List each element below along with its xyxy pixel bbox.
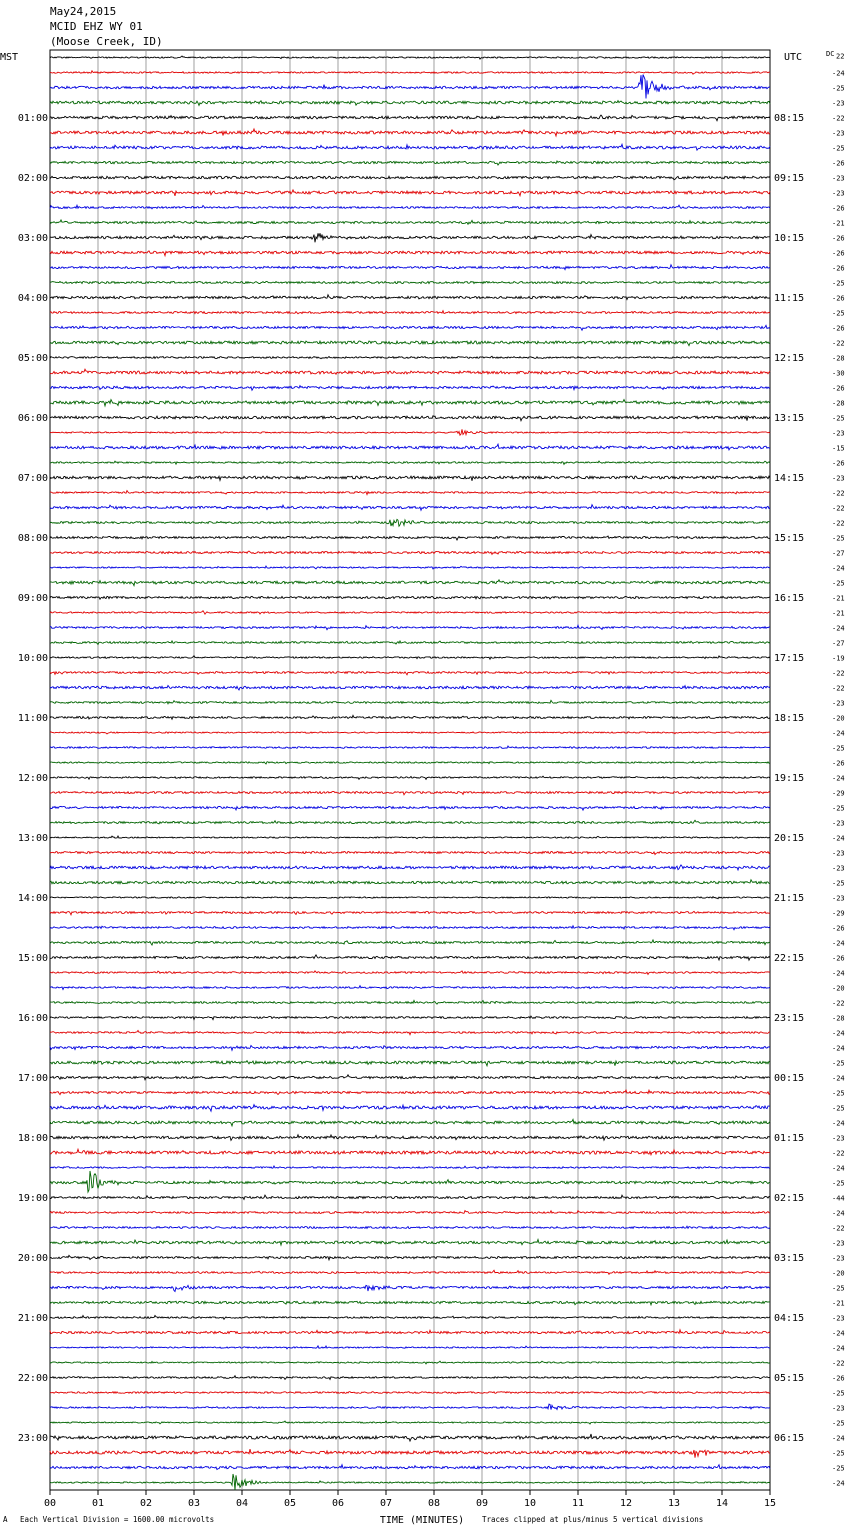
dc-value: -25 [832,1389,845,1398]
right-hour-label: 11:15 [774,293,805,304]
dc-value: -23 [832,1239,845,1248]
dc-value: -28 [832,354,845,363]
left-hour-label: 11:00 [17,713,48,724]
x-tick-label: 00 [43,1498,57,1509]
dc-value: -22 [832,114,845,123]
dc-value: -29 [832,789,845,798]
dc-value: -24 [832,1164,845,1173]
left-hour-label: 03:00 [17,233,48,244]
right-hour-label: 17:15 [774,653,805,664]
dc-value: -26 [832,159,845,168]
trace-line [50,416,770,421]
trace-line [50,1474,770,1490]
trace-line [50,611,770,615]
trace-line [50,491,770,495]
left-hour-label: 10:00 [17,653,48,664]
left-hour-label: 09:00 [17,593,48,604]
trace-line [50,101,770,106]
x-tick-label: 05 [283,1498,297,1509]
left-hour-label: 13:00 [17,833,48,844]
dc-value: -27 [832,549,845,558]
trace-line [50,1119,770,1126]
x-tick-label: 01 [91,1498,105,1509]
trace-line [50,311,770,314]
dc-value: -21 [832,1299,845,1308]
trace-line [50,176,770,180]
trace-line [50,1105,770,1112]
trace-line [50,144,770,150]
right-hour-label: 05:15 [774,1373,805,1384]
trace-line [50,641,770,645]
trace-line [50,519,770,526]
dc-value: -25 [832,414,845,423]
trace-line [50,1316,770,1320]
left-hour-label: 08:00 [17,533,48,544]
right-hour-label: 19:15 [774,773,805,784]
left-hour-label: 15:00 [17,953,48,964]
dc-value: -26 [832,249,845,258]
dc-value: -25 [832,144,845,153]
trace-line [50,926,770,930]
trace-line [50,596,770,599]
trace-line [50,1149,770,1155]
dc-value: -23 [832,864,845,873]
header-location: (Moose Creek, ID) [50,35,163,48]
trace-line [50,911,770,914]
dc-value: -24 [832,1044,845,1053]
left-hour-label: 07:00 [17,473,48,484]
x-tick-label: 02 [139,1498,153,1509]
right-axis-label: UTC [784,52,803,63]
dc-value: -24 [832,1029,845,1038]
x-tick-label: 09 [475,1498,489,1509]
trace-line [50,776,770,779]
trace-line [50,220,770,224]
trace-line [50,761,770,764]
dc-value: -26 [832,954,845,963]
dc-value: -22 [832,519,845,528]
trace-line [50,1001,770,1005]
dc-value: -25 [832,1179,845,1188]
trace-line [50,700,770,703]
trace-line [50,1465,770,1470]
trace-line [50,715,770,719]
dc-value: -23 [832,1254,845,1263]
trace-line [50,746,770,748]
trace-line [50,686,770,691]
right-hour-label: 18:15 [774,713,805,724]
trace-line [50,1270,770,1274]
left-hour-label: 23:00 [17,1433,48,1444]
left-hour-label: 16:00 [17,1013,48,1024]
right-hour-label: 15:15 [774,533,805,544]
trace-line [50,1255,770,1259]
x-tick-label: 15 [763,1498,777,1509]
dc-value: -26 [832,324,845,333]
left-hour-label: 20:00 [17,1253,48,1264]
trace-line [50,115,770,121]
trace-line [50,1404,770,1410]
dc-value: -22 [832,684,845,693]
dc-value: -25 [832,84,845,93]
dc-value: -24 [832,1329,845,1338]
dc-value: -23 [832,429,845,438]
trace-line [50,986,770,990]
trace-line [50,1361,770,1364]
dc-value: -25 [832,804,845,813]
right-hour-label: 01:15 [774,1133,805,1144]
trace-line [50,369,770,374]
trace-line [50,836,770,839]
trace-line [50,792,770,795]
trace-line [50,356,770,358]
dc-value: -26 [832,459,845,468]
dc-value: -26 [832,384,845,393]
trace-line [50,461,770,464]
dc-value: -24 [832,69,845,78]
trace-line [50,672,770,675]
dc-value: -44 [832,1194,845,1203]
trace-line [50,205,770,209]
dc-value: -24 [832,1074,845,1083]
right-hour-label: 03:15 [774,1253,805,1264]
dc-value: -20 [832,714,845,723]
right-hour-label: 13:15 [774,413,805,424]
trace-line [50,295,770,300]
dc-value: -22 [832,504,845,513]
trace-line [50,852,770,855]
dc-value: -22 [832,1149,845,1158]
right-hour-label: 08:15 [774,113,805,124]
dc-value: -22 [832,339,845,348]
left-hour-label: 22:00 [17,1373,48,1384]
dc-value: -26 [832,924,845,933]
dc-value: -26 [832,204,845,213]
dc-value: -25 [832,1104,845,1113]
trace-line [50,56,770,59]
dc-value: -20 [832,1269,845,1278]
trace-line [50,880,770,884]
dc-value: -22 [832,1224,845,1233]
trace-line [50,1135,770,1141]
dc-value: -23 [832,1314,845,1323]
left-hour-label: 18:00 [17,1133,48,1144]
trace-line [50,282,770,284]
dc-value: -21 [832,594,845,603]
trace-line [50,1016,770,1020]
right-hour-label: 10:15 [774,233,805,244]
trace-line [50,325,770,330]
trace-line [50,1240,770,1246]
dc-value: -28 [832,1014,845,1023]
x-tick-label: 03 [187,1498,201,1509]
trace-line [50,897,770,899]
x-tick-label: 07 [379,1498,393,1509]
dc-value: -21 [832,609,845,618]
trace-line [50,732,770,734]
dc-value: -22 [832,999,845,1008]
dc-value: -26 [832,234,845,243]
x-tick-label: 11 [571,1498,585,1509]
dc-value: -24 [832,1434,845,1443]
dc-value: -24 [832,1479,845,1488]
dc-value: -30 [832,369,845,378]
left-hour-label: 01:00 [17,113,48,124]
trace-line [50,1449,770,1458]
x-tick-label: 14 [715,1498,729,1509]
x-tick-label: 10 [523,1498,537,1509]
left-hour-label: 05:00 [17,353,48,364]
left-hour-label: 19:00 [17,1193,48,1204]
dc-value: -23 [832,1134,845,1143]
trace-line [50,444,770,450]
dc-value: -26 [832,264,845,273]
trace-line [50,386,770,391]
trace-line [50,1171,770,1192]
dc-value: -15 [832,444,845,453]
dc-value: -26 [832,294,845,303]
dc-value: -23 [832,1404,845,1413]
left-hour-label: 14:00 [17,893,48,904]
x-tick-label: 06 [331,1498,345,1509]
trace-line [50,1346,770,1349]
dc-value: -25 [832,1284,845,1293]
trace-line [50,1434,770,1441]
dc-value: -25 [832,1449,845,1458]
x-tick-label: 08 [427,1498,441,1509]
dc-value: -22 [832,1359,845,1368]
right-hour-label: 22:15 [774,953,805,964]
right-hour-label: 14:15 [774,473,805,484]
dc-value: -25 [832,309,845,318]
x-axis-label: TIME (MINUTES) [379,1515,465,1526]
dc-value: -23 [832,474,845,483]
trace-line [50,1195,770,1199]
trace-line [50,536,770,540]
right-hour-label: 20:15 [774,833,805,844]
left-hour-label: 17:00 [17,1073,48,1084]
trace-line [50,233,770,242]
clip-note: Traces clipped at plus/minus 5 vertical divisions [482,1515,704,1524]
corner-mark: A [3,1515,8,1524]
dc-value: -20 [832,984,845,993]
trace-line [50,955,770,960]
dc-value: -21 [832,219,845,228]
header-date: May24,2015 [50,5,117,18]
dc-value: -27 [832,639,845,648]
trace-line [50,580,770,586]
right-hour-label: 06:15 [774,1433,805,1444]
trace-line [50,1211,770,1214]
dc-value: -28 [832,399,845,408]
trace-line [50,551,770,554]
trace-line [50,129,770,136]
right-hour-label: 23:15 [774,1013,805,1024]
dc-value: -23 [832,129,845,138]
dc-value: -24 [832,1119,845,1128]
trace-line [50,190,770,196]
trace-line [50,1166,770,1169]
trace-line [50,429,770,435]
dc-value: -24 [832,624,845,633]
trace-line [50,1285,770,1291]
dc-value: -24 [832,774,845,783]
trace-line [50,1075,770,1080]
trace-line [50,1031,770,1035]
right-hour-label: 04:15 [774,1313,805,1324]
trace-line [50,161,770,165]
trace-line [50,1376,770,1380]
dc-value: -25 [832,1089,845,1098]
dc-value: -23 [832,189,845,198]
x-tick-label: 12 [619,1498,633,1509]
dc-value: -29 [832,909,845,918]
trace-line [50,400,770,406]
trace-line [50,71,770,74]
left-hour-label: 12:00 [17,773,48,784]
trace-line [50,1046,770,1051]
trace-line [50,865,770,870]
trace-line [50,1392,770,1394]
dc-label: DC [826,50,835,58]
dc-value: -25 [832,579,845,588]
dc-value: -24 [832,834,845,843]
dc-value: -24 [832,939,845,948]
dc-value: -22 [832,669,845,678]
trace-line [50,625,770,629]
right-hour-label: 16:15 [774,593,805,604]
dc-value: -26 [832,1374,845,1383]
trace-line [50,251,770,256]
trace-line [50,1301,770,1305]
right-hour-label: 09:15 [774,173,805,184]
trace-line [50,1330,770,1334]
x-tick-label: 13 [667,1498,681,1509]
dc-value: -25 [832,1059,845,1068]
dc-value: -23 [832,99,845,108]
left-hour-label: 06:00 [17,413,48,424]
left-hour-label: 04:00 [17,293,48,304]
x-tick-label: 04 [235,1498,249,1509]
trace-line [50,971,770,975]
dc-value: -23 [832,174,845,183]
dc-value: -23 [832,699,845,708]
trace-line [50,820,770,824]
dc-value: -25 [832,1464,845,1473]
dc-value: -23 [832,894,845,903]
dc-value: -25 [832,879,845,888]
dc-value: -24 [832,564,845,573]
trace-line [50,1061,770,1066]
trace-line [50,505,770,511]
dc-value: -24 [832,1209,845,1218]
plot-frame [50,50,770,1490]
left-hour-label: 02:00 [17,173,48,184]
dc-value: -26 [832,759,845,768]
trace-line [50,1090,770,1095]
trace-line [50,1421,770,1424]
right-hour-label: 12:15 [774,353,805,364]
trace-line [50,265,770,270]
dc-value: -25 [832,279,845,288]
header-station: MCID EHZ WY 01 [50,20,143,33]
left-hour-label: 21:00 [17,1313,48,1324]
right-hour-label: 00:15 [774,1073,805,1084]
trace-line [50,1226,770,1228]
right-hour-label: 21:15 [774,893,805,904]
dc-value: -24 [832,729,845,738]
trace-line [50,341,770,346]
dc-value: -23 [832,849,845,858]
dc-value: -25 [832,744,845,753]
trace-line [50,806,770,810]
dc-value: -25 [832,1419,845,1428]
trace-line [50,476,770,481]
dc-value: -19 [832,654,845,663]
trace-line [50,656,770,660]
left-axis-label: MST [0,52,19,63]
dc-value: -24 [832,969,845,978]
scale-note: Each Vertical Division = 1600.00 microvolts [20,1515,215,1524]
trace-line [50,940,770,945]
dc-value: -22 [832,489,845,498]
trace-line [50,75,770,99]
right-hour-label: 02:15 [774,1193,805,1204]
dc-value: 22 [836,52,845,61]
dc-value: -24 [832,1344,845,1353]
dc-value: -23 [832,819,845,828]
trace-line [50,566,770,569]
dc-value: -25 [832,534,845,543]
